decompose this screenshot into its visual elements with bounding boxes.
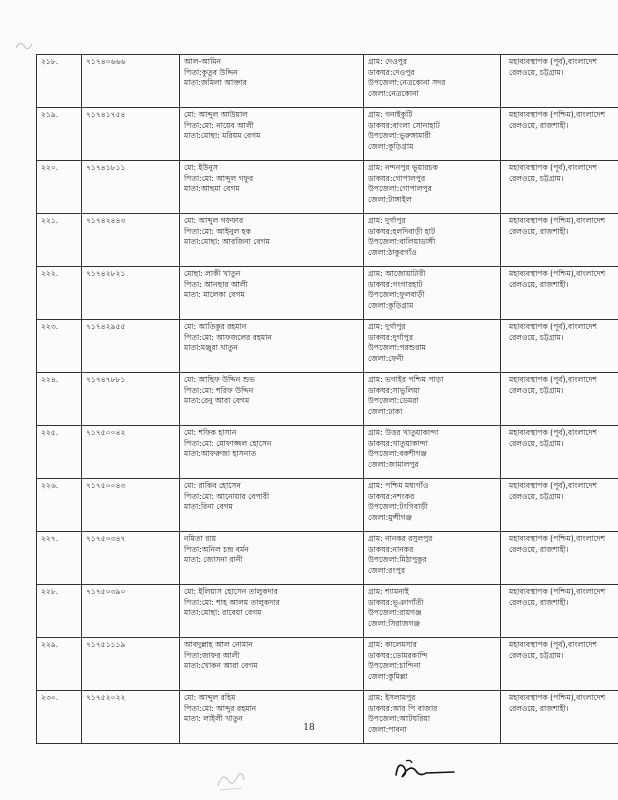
father-name: পিতা: আনছার আলী	[184, 279, 248, 289]
name-parents-cell	[180, 214, 364, 267]
mother-name: মাতা:রিনা বেগম	[184, 502, 233, 511]
address-line: গ্রাম: শ্যামনাই	[368, 587, 409, 596]
name-parents-cell	[180, 373, 364, 426]
office-cell	[501, 691, 618, 744]
candidate-table-body	[37, 55, 618, 744]
candidate-name: মো: রাকিব হোসেন	[184, 481, 241, 490]
roll-number-cell: ৭১৭৪০৬৬৬	[82, 55, 180, 108]
posting-office: মহাব্যবস্থাপক (পূর্ব),বাংলাদেশ রেলওয়ে, চট্টগ্রাম।	[509, 322, 597, 342]
office-cell	[501, 267, 618, 320]
name-parents-cell	[180, 532, 364, 585]
roll-number-cell: ৭১৭৫০০৪৩	[82, 479, 180, 532]
name-parents-cell	[180, 161, 364, 214]
address-cell	[364, 214, 501, 267]
serial-cell: ২২৫.	[37, 426, 82, 479]
candidate-name: মো: শফিক হাসান	[184, 428, 237, 437]
address-line: ডাকঘর:গংগারহাট	[368, 279, 423, 289]
roll-number-cell: ৭১৭৫০০৪২	[82, 426, 180, 479]
serial-cell: ২১৯.	[37, 108, 82, 161]
address-line: জেলা:রংপুর	[368, 565, 406, 575]
address-line: ডাকঘর:খাতুয়াকান্দা	[368, 438, 428, 448]
serial-cell: ২২৪.	[37, 373, 82, 426]
mother-name: মাতা:আফরুজা হাসনাত	[184, 449, 257, 458]
office-cell	[501, 532, 618, 585]
table-row	[37, 585, 618, 638]
address-line: উপজেলা:বকশীগঞ্জ	[368, 449, 428, 458]
mother-name: মাতা: মালেকা বেগম	[184, 290, 245, 299]
address-cell	[364, 691, 501, 744]
address-line: ডাকঘর:নানকর	[368, 544, 414, 554]
address-line: ডাকঘর:ডোমরকান্দি	[368, 650, 428, 660]
father-name: পিতা:অনিল চন্দ্র বর্মন	[184, 544, 249, 554]
address-line: জেলা:জামালপুর	[368, 459, 419, 469]
roll-number-cell: ৭১৭৫২০২২	[82, 691, 180, 744]
table-row	[37, 267, 618, 320]
address-cell	[364, 108, 501, 161]
mother-name: মাতা:মোছা: রাবেয়া বেগম	[184, 608, 262, 617]
table-row	[37, 638, 618, 691]
mother-name: মাতা:মোছা: মরিয়ম বেগম	[184, 131, 261, 140]
father-name: পিতা:মো: মোফাজ্জল হোসেন	[184, 438, 272, 448]
address-cell	[364, 532, 501, 585]
candidate-name: মো: ইলিয়াস হোসেন তালুকদার	[184, 587, 278, 596]
address-line: গ্রাম: ভগাইর পশ্চিম পাড়া	[368, 375, 444, 384]
address-cell	[364, 55, 501, 108]
candidate-name: মোছা: লাকী খাতুন	[184, 269, 241, 278]
posting-office: মহাব্যবস্থাপক (পূর্ব),বাংলাদেশ রেলওয়ে, চট্টগ্রাম।	[509, 375, 597, 395]
address-line: ডাকঘর:গোপালপুর	[368, 173, 426, 183]
posting-office: মহাব্যবস্থাপক (পূর্ব),বাংলাদেশ রেলওয়ে, চট্টগ্রাম।	[509, 481, 597, 501]
address-line: উপজেলা:ভুরুঙ্গামারী	[368, 131, 431, 140]
candidate-name: মো: আছিফ উদ্দিন শুভ	[184, 375, 255, 384]
address-line: জেলা:কুড়িগ্রাম	[368, 141, 414, 151]
roll-number-cell: ৭১৭৪২৮২১	[82, 267, 180, 320]
address-line: উপজেলা:মিঠাপুকুর	[368, 555, 427, 564]
mother-name: মাতা:মোছা: আরজিনা বেগম	[184, 237, 270, 246]
serial-cell: ২২৩.	[37, 320, 82, 373]
roll-number-cell: ৭১৭৪২৯৫৫	[82, 320, 180, 373]
table-row	[37, 320, 618, 373]
serial-cell: ২২১.	[37, 214, 82, 267]
roll-number-cell: ৭১৭৫০৩৪৭	[82, 532, 180, 585]
father-name: পিতা:মো: আনোয়ার বেপারী	[184, 491, 270, 501]
address-line: উপজেলা:রায়গঞ্জ	[368, 608, 422, 617]
office-cell	[501, 214, 618, 267]
office-cell	[501, 479, 618, 532]
posting-office: মহাব্যবস্থাপক (পশ্চিম),বাংলাদেশ রেলওয়ে, রাজশাহী।	[509, 110, 606, 130]
roll-number-cell: ৭১৭৪৭৮৮১	[82, 373, 180, 426]
candidate-name: মো: আব্দুল গফফার	[184, 216, 244, 225]
mother-name: মাতা:খোকন আরা বেগম	[184, 661, 258, 670]
address-line: গ্রাম: পশ্চিম মধ্যগাঁও	[368, 481, 429, 490]
candidate-table	[36, 54, 618, 744]
name-parents-cell	[180, 108, 364, 161]
roll-number-cell: ৭১৭৫১১১৯	[82, 638, 180, 691]
table-row	[37, 479, 618, 532]
office-cell	[501, 320, 618, 373]
posting-office: মহাব্যবস্থাপক (পূর্ব),বাংলাদেশ রেলওয়ে, চট্টগ্রাম।	[509, 428, 597, 448]
address-line: উপজেলা:আটঘরিয়া	[368, 714, 431, 723]
name-parents-cell	[180, 691, 364, 744]
name-parents-cell	[180, 638, 364, 691]
faint-stamp-mark	[214, 766, 248, 794]
address-line: উপজেলা:বালিয়াডাঙ্গী	[368, 237, 436, 246]
address-cell	[364, 479, 501, 532]
father-name: পিতা:মো: আফজলের রহমান	[184, 332, 272, 342]
serial-cell: ২২৮.	[37, 585, 82, 638]
office-cell	[501, 585, 618, 638]
table-row	[37, 108, 618, 161]
address-cell	[364, 320, 501, 373]
handwritten-mark	[14, 38, 34, 52]
name-parents-cell	[180, 267, 364, 320]
candidate-name: আল-আমিন	[184, 57, 222, 66]
signature	[392, 757, 464, 783]
office-cell	[501, 161, 618, 214]
page-number: 18	[303, 723, 315, 733]
candidate-name: মো: ইউনুস	[184, 163, 218, 172]
mother-name: মাতা:জমিলা আক্তার	[184, 78, 247, 87]
address-line: জেলা:পাবনা	[368, 724, 407, 734]
address-line: উপজেলা:পরশুরাম	[368, 343, 426, 352]
candidate-name: মো: আব্দুল আউয়াল	[184, 110, 248, 119]
address-line: উপজেলা:টংগিবাড়ী	[368, 502, 428, 511]
address-line: ডাকঘর:দেওপুর	[368, 67, 415, 77]
address-line: গ্রাম: ইসলামপুর	[368, 693, 416, 702]
name-parents-cell	[180, 585, 364, 638]
address-line: গ্রাম: আজোয়াটারী	[368, 269, 426, 278]
table-row	[37, 214, 618, 267]
address-line: উপজেলা:ফুলবাড়ী	[368, 290, 425, 299]
father-name: পিতা:মো: আব্দুল গফুর	[184, 173, 254, 183]
name-parents-cell	[180, 320, 364, 373]
office-cell	[501, 373, 618, 426]
address-line: ডাকঘর:আর পি বাজার	[368, 703, 438, 713]
address-line: গ্রাম: নানকর রসুলপুর	[368, 534, 433, 543]
mother-name: মাতা:রেনু আরা বেগম	[184, 396, 250, 405]
address-cell	[364, 638, 501, 691]
address-line: উপজেলা:নেত্রকোনা সদর	[368, 78, 446, 87]
address-line: ডাকঘর:সাভুলিয়া	[368, 385, 420, 395]
serial-cell: ২২৯.	[37, 638, 82, 691]
address-line: জেলা:নেত্রকোনা	[368, 88, 419, 98]
address-line: ডাকঘর:হলদিবাড়ী হাট	[368, 226, 436, 236]
table-row	[37, 691, 618, 744]
serial-cell: ২২০.	[37, 161, 82, 214]
address-line: গ্রাম: নন্দনপুর ভূয়ারচক	[368, 163, 438, 172]
address-line: উপজেলা:গোপালপুর	[368, 184, 432, 193]
father-name: পিতা:মো: শাহ আলম তালুকদার	[184, 597, 280, 607]
posting-office: মহাব্যবস্থাপক (পূর্ব),বাংলাদেশ রেলওয়ে, চট্টগ্রাম।	[509, 57, 597, 77]
table-row	[37, 55, 618, 108]
mother-name: মাতা: লাইলী খাতুন	[184, 714, 243, 723]
address-line: ডাকঘর:দুর্গাপুর	[368, 332, 414, 342]
serial-cell: ২২৬.	[37, 479, 82, 532]
serial-cell: ২২২.	[37, 267, 82, 320]
address-line: ডাকঘর:নশংকর	[368, 491, 415, 501]
father-name: পিতা:মো: আইনুল হক	[184, 226, 251, 236]
address-line: জেলা:ফেনী	[368, 353, 404, 363]
address-cell	[364, 373, 501, 426]
serial-cell: ২১৮.	[37, 55, 82, 108]
serial-cell: ২২৭.	[37, 532, 82, 585]
table-row	[37, 161, 618, 214]
roll-number-cell: ৭১৭৫০৩৯০	[82, 585, 180, 638]
candidate-name: মো: আব্দুল রহিম	[184, 693, 236, 702]
address-line: গ্রাম: গনাইকুটি	[368, 110, 413, 119]
address-line: উপজেলা:চান্দিনা	[368, 661, 421, 670]
address-cell	[364, 426, 501, 479]
table-row	[37, 373, 618, 426]
address-line: জেলা:কুমিল্লা	[368, 671, 408, 681]
table-row	[37, 532, 618, 585]
posting-office: মহাব্যবস্থাপক (পশ্চিম),বাংলাদেশ রেলওয়ে, রাজশাহী।	[509, 269, 606, 289]
roll-number-cell: ৭১৭৪১৭৫৪	[82, 108, 180, 161]
mother-name: মাতা:আছমা বেগম	[184, 184, 240, 193]
roll-number-cell: ৭১৭৪১৮১১	[82, 161, 180, 214]
address-line: গ্রাম: কালেমসার	[368, 640, 417, 649]
address-line: গ্রাম: উত্তর খাতুয়াকান্দা	[368, 428, 439, 437]
address-line: জেলা:কুড়িগ্রাম	[368, 300, 414, 310]
posting-office: মহাব্যবস্থাপক (পশ্চিম),বাংলাদেশ রেলওয়ে, রাজশাহী।	[509, 534, 606, 554]
address-line: গ্রাম: দেওপুর	[368, 57, 408, 66]
father-name: পিতা:কুতুব উদ্দিন	[184, 67, 238, 77]
serial-cell: ২৩০.	[37, 691, 82, 744]
mother-name: মাতা: জোসনা রানী	[184, 555, 243, 564]
father-name: পিতা:মো: নায়েব আলী	[184, 120, 254, 130]
address-line: গ্রাম: দুর্গাপুর	[368, 216, 406, 225]
posting-office: মহাব্যবস্থাপক (পশ্চিম),বাংলাদেশ রেলওয়ে, রাজশাহী।	[509, 587, 606, 607]
office-cell	[501, 426, 618, 479]
address-line: জেলা:ঢাকা	[368, 406, 403, 416]
candidate-name: আবদুল্লাহ আল নোমান	[184, 640, 253, 649]
address-line: জেলা:ঠাকুরগাঁও	[368, 247, 417, 257]
candidate-name: মো: আতিকুর রহমান	[184, 322, 247, 331]
address-line: উপজেলা:ডেমরা	[368, 396, 419, 405]
father-name: পিতা:জাফর আলী	[184, 650, 240, 660]
posting-office: মহাব্যবস্থাপক (পূর্ব),বাংলাদেশ রেলওয়ে, চট্টগ্রাম।	[509, 163, 597, 183]
office-cell	[501, 55, 618, 108]
address-cell	[364, 267, 501, 320]
posting-office: মহাব্যবস্থাপক (পশ্চিম),বাংলাদেশ রেলওয়ে, রাজশাহী।	[509, 693, 606, 713]
name-parents-cell	[180, 479, 364, 532]
father-name: পিতা:মো: আব্দুর রহমান	[184, 703, 257, 713]
address-line: জেলা:সিরাজগঞ্জ	[368, 618, 421, 628]
address-line: গ্রাম: দুর্গাপুর	[368, 322, 406, 331]
candidate-name: নমিতা রায়	[184, 534, 217, 543]
address-line: ডাকঘর:ভূঞাগাঁতী	[368, 597, 424, 607]
posting-office: মহাব্যবস্থাপক (পশ্চিম),বাংলাদেশ রেলওয়ে, রাজশাহী।	[509, 216, 606, 236]
mother-name: মাতা:মঞ্জুরা খাতুন	[184, 343, 238, 352]
address-line: জেলা:মুন্সীগঞ্জ	[368, 512, 413, 522]
name-parents-cell	[180, 55, 364, 108]
roll-number-cell: ৭১৭৪২৪৪৩	[82, 214, 180, 267]
address-cell	[364, 585, 501, 638]
address-cell	[364, 161, 501, 214]
office-cell	[501, 108, 618, 161]
address-line: জেলা:টাঙ্গাইল	[368, 194, 412, 204]
name-parents-cell	[180, 426, 364, 479]
table-row	[37, 426, 618, 479]
father-name: পিতা:মো: শরিফ উদ্দিন	[184, 385, 254, 395]
posting-office: মহাব্যবস্থাপক (পূর্ব),বাংলাদেশ রেলওয়ে, চট্টগ্রাম।	[509, 640, 597, 660]
address-line: ডাকঘর:বাংলা সোনাহাট	[368, 120, 440, 130]
office-cell	[501, 638, 618, 691]
